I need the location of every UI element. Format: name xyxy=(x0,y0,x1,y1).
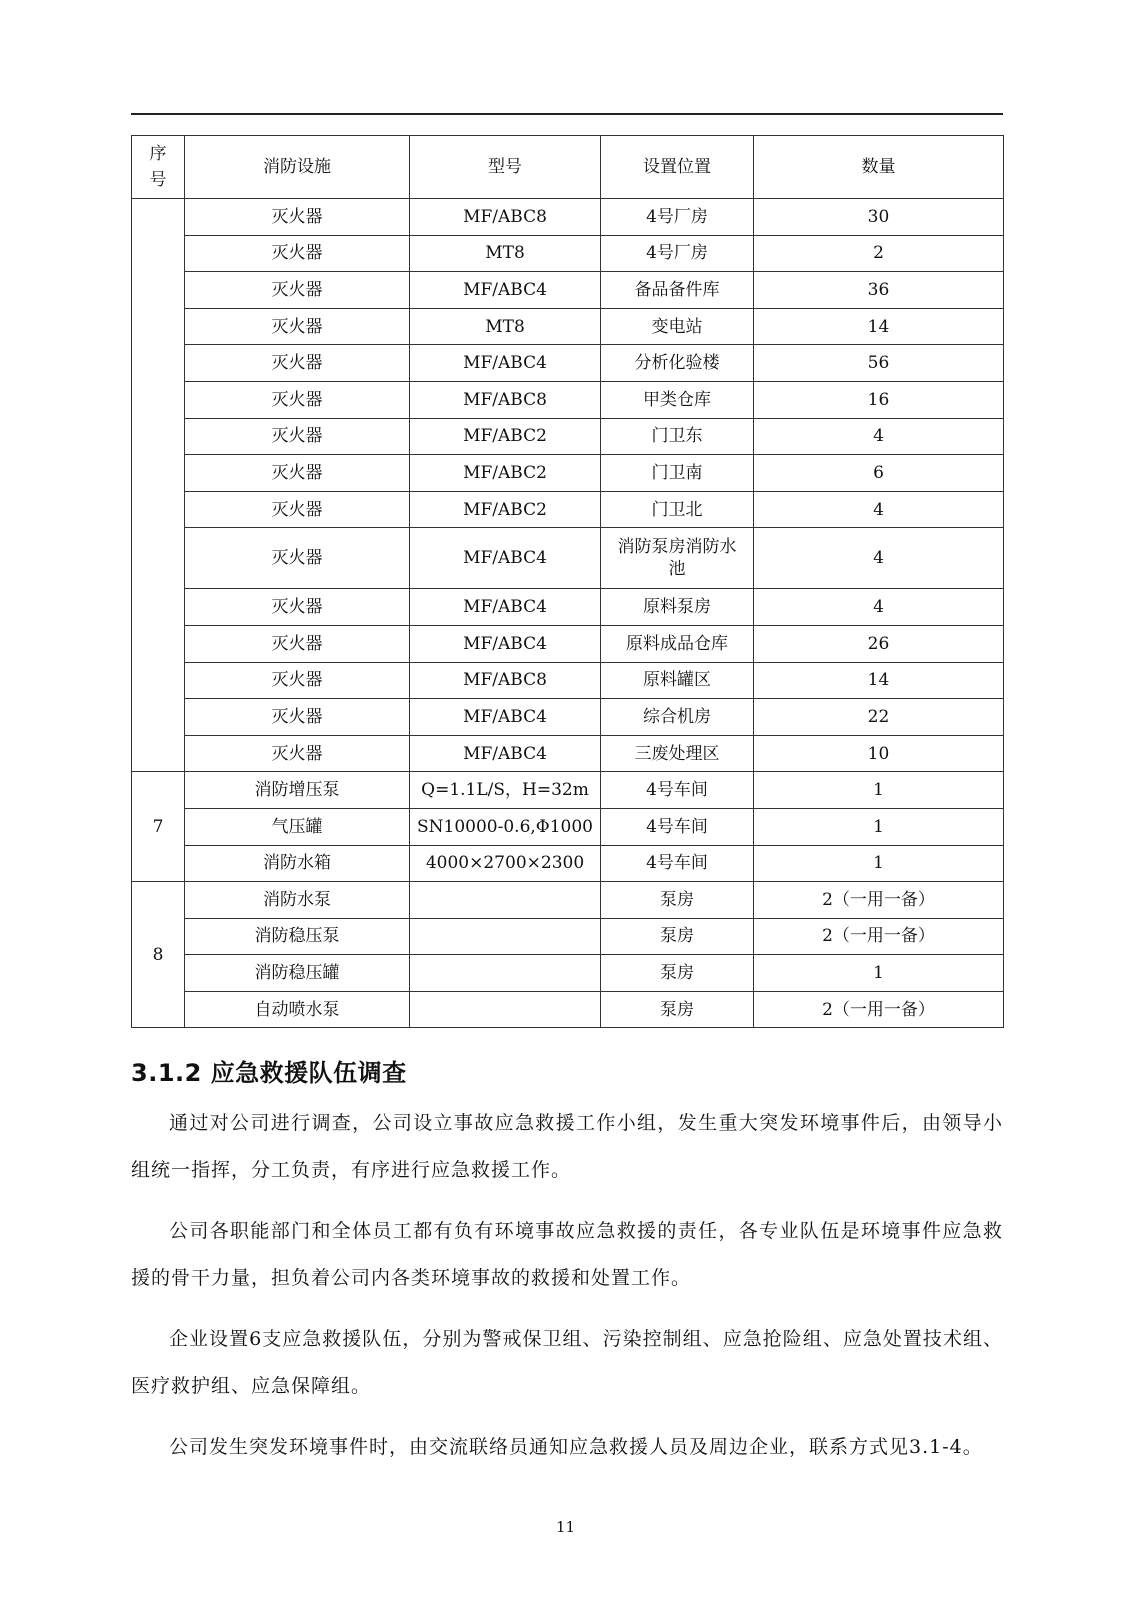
quantity-cell: 1 xyxy=(754,955,1004,992)
quantity-cell: 16 xyxy=(754,381,1004,418)
header-quantity: 数量 xyxy=(754,136,1004,199)
facility-cell: 消防增压泵 xyxy=(185,772,410,809)
table-row xyxy=(132,418,1004,455)
facility-cell: 灭火器 xyxy=(185,491,410,528)
quantity-cell: 4 xyxy=(754,491,1004,528)
quantity-cell: 1 xyxy=(754,772,1004,809)
paragraph: 企业设置6支应急救援队伍，分别为警戒保卫组、污染控制组、应急抢险组、应急处置技术组、医疗救护组、应急保障组。 xyxy=(131,1328,1003,1397)
table-row xyxy=(132,199,1004,236)
model-cell: MF/ABC2 xyxy=(410,491,601,528)
model-cell xyxy=(410,991,601,1028)
section-body xyxy=(131,1100,1003,1485)
model-cell: SN10000-0.6,Φ1000 xyxy=(410,808,601,845)
model-cell: MF/ABC8 xyxy=(410,199,601,236)
page-number: 11 xyxy=(555,1518,576,1536)
table-row xyxy=(132,662,1004,699)
model-cell: MF/ABC2 xyxy=(410,455,601,492)
model-cell xyxy=(410,955,601,992)
table-row xyxy=(132,455,1004,492)
quantity-cell: 4 xyxy=(754,589,1004,626)
facility-cell: 灭火器 xyxy=(185,455,410,492)
quantity-cell: 10 xyxy=(754,735,1004,772)
location-cell: 泵房 xyxy=(601,955,754,992)
table-row xyxy=(132,845,1004,882)
location-cell: 综合机房 xyxy=(601,699,754,736)
model-cell: MT8 xyxy=(410,308,601,345)
table-row xyxy=(132,991,1004,1028)
model-cell: MF/ABC4 xyxy=(410,735,601,772)
location-cell: 三废处理区 xyxy=(601,735,754,772)
facility-cell: 消防水箱 xyxy=(185,845,410,882)
table-header-row xyxy=(132,136,1004,199)
facility-cell: 灭火器 xyxy=(185,625,410,662)
location-cell: 备品备件库 xyxy=(601,272,754,309)
paragraph: 通过对公司进行调查，公司设立事故应急救援工作小组，发生重大突发环境事件后，由领导小组统一指挥，分工负责，有序进行应急救援工作。 xyxy=(131,1112,1003,1181)
model-cell: Q=1.1L/S，H=32m xyxy=(410,772,601,809)
fire-facilities-table xyxy=(131,135,1004,1028)
location-cell: 4号厂房 xyxy=(601,235,754,272)
model-cell: MF/ABC4 xyxy=(410,625,601,662)
model-cell: MF/ABC4 xyxy=(410,589,601,626)
quantity-cell: 4 xyxy=(754,418,1004,455)
header-seq-line1: 序 xyxy=(149,144,167,164)
header-seq-line2: 号 xyxy=(149,170,167,190)
location-cell: 泵房 xyxy=(601,991,754,1028)
header-rule xyxy=(131,113,1003,115)
facility-cell: 气压罐 xyxy=(185,808,410,845)
location-cell: 泵房 xyxy=(601,882,754,919)
location-cell: 4号车间 xyxy=(601,772,754,809)
seq-cell-extinguishers xyxy=(132,199,185,772)
table-row xyxy=(132,528,1004,589)
model-cell: MF/ABC2 xyxy=(410,418,601,455)
facility-cell: 自动喷水泵 xyxy=(185,991,410,1028)
location-cell: 4号车间 xyxy=(601,845,754,882)
model-cell: MF/ABC4 xyxy=(410,699,601,736)
quantity-cell: 22 xyxy=(754,699,1004,736)
facility-cell: 灭火器 xyxy=(185,345,410,382)
header-model: 型号 xyxy=(410,136,601,199)
location-cell: 泵房 xyxy=(601,918,754,955)
location-cell: 分析化验楼 xyxy=(601,345,754,382)
quantity-cell: 30 xyxy=(754,199,1004,236)
paragraph: 公司发生突发环境事件时，由交流联络员通知应急救援人员及周边企业，联系方式见3.1-4。 xyxy=(169,1436,983,1458)
quantity-cell: 56 xyxy=(754,345,1004,382)
quantity-cell: 14 xyxy=(754,308,1004,345)
table-row xyxy=(132,491,1004,528)
facility-cell: 灭火器 xyxy=(185,589,410,626)
table-row xyxy=(132,882,1004,919)
facility-cell: 消防稳压泵 xyxy=(185,918,410,955)
model-cell: MT8 xyxy=(410,235,601,272)
location-cell: 4号车间 xyxy=(601,808,754,845)
quantity-cell: 14 xyxy=(754,662,1004,699)
location-cell: 4号厂房 xyxy=(601,199,754,236)
location-cell: 门卫南 xyxy=(601,455,754,492)
facility-cell: 灭火器 xyxy=(185,528,410,589)
location-cell: 门卫北 xyxy=(601,491,754,528)
model-cell: MF/ABC4 xyxy=(410,528,601,589)
model-cell: MF/ABC4 xyxy=(410,345,601,382)
table-row xyxy=(132,955,1004,992)
facility-cell: 灭火器 xyxy=(185,418,410,455)
location-cell: 门卫东 xyxy=(601,418,754,455)
facility-cell: 灭火器 xyxy=(185,199,410,236)
table-row xyxy=(132,699,1004,736)
table-row xyxy=(132,308,1004,345)
facility-cell: 消防稳压罐 xyxy=(185,955,410,992)
quantity-cell: 2 xyxy=(754,235,1004,272)
paragraph: 公司各职能部门和全体员工都有负有环境事故应急救援的责任，各专业队伍是环境事件应急救援的骨干力量，担负着公司内各类环境事故的救援和处置工作。 xyxy=(131,1220,1003,1289)
table-row xyxy=(132,625,1004,662)
table-row xyxy=(132,918,1004,955)
location-cell: 变电站 xyxy=(601,308,754,345)
quantity-cell: 1 xyxy=(754,808,1004,845)
section-title: 3.1.2 应急救援队伍调查 xyxy=(131,1059,407,1087)
facility-cell: 灭火器 xyxy=(185,662,410,699)
table-row xyxy=(132,272,1004,309)
table-row xyxy=(132,808,1004,845)
table-row xyxy=(132,772,1004,809)
table-row xyxy=(132,735,1004,772)
location-cell: 消防泵房消防水池 xyxy=(601,528,754,589)
facility-cell: 灭火器 xyxy=(185,735,410,772)
facility-cell: 灭火器 xyxy=(185,235,410,272)
table-row xyxy=(132,589,1004,626)
facility-cell: 消防水泵 xyxy=(185,882,410,919)
table-row xyxy=(132,381,1004,418)
model-cell: MF/ABC8 xyxy=(410,381,601,418)
quantity-cell: 36 xyxy=(754,272,1004,309)
facility-cell: 灭火器 xyxy=(185,272,410,309)
table-row xyxy=(132,235,1004,272)
quantity-cell: 4 xyxy=(754,528,1004,589)
quantity-cell: 6 xyxy=(754,455,1004,492)
table-row xyxy=(132,345,1004,382)
location-cell: 原料泵房 xyxy=(601,589,754,626)
seq-cell-8: 8 xyxy=(132,882,185,1028)
location-cell: 原料成品仓库 xyxy=(601,625,754,662)
model-cell: MF/ABC4 xyxy=(410,272,601,309)
quantity-cell: 1 xyxy=(754,845,1004,882)
facility-cell: 灭火器 xyxy=(185,308,410,345)
seq-cell-7: 7 xyxy=(132,772,185,882)
quantity-cell: 2（一用一备） xyxy=(754,882,1004,919)
quantity-cell: 26 xyxy=(754,625,1004,662)
location-cell: 原料罐区 xyxy=(601,662,754,699)
quantity-cell: 2（一用一备） xyxy=(754,918,1004,955)
facility-cell: 灭火器 xyxy=(185,381,410,418)
header-seq xyxy=(132,136,185,199)
header-location: 设置位置 xyxy=(601,136,754,199)
model-cell xyxy=(410,918,601,955)
header-facility: 消防设施 xyxy=(185,136,410,199)
model-cell: 4000×2700×2300 xyxy=(410,845,601,882)
location-cell: 甲类仓库 xyxy=(601,381,754,418)
quantity-cell: 2（一用一备） xyxy=(754,991,1004,1028)
model-cell xyxy=(410,882,601,919)
facility-cell: 灭火器 xyxy=(185,699,410,736)
model-cell: MF/ABC8 xyxy=(410,662,601,699)
